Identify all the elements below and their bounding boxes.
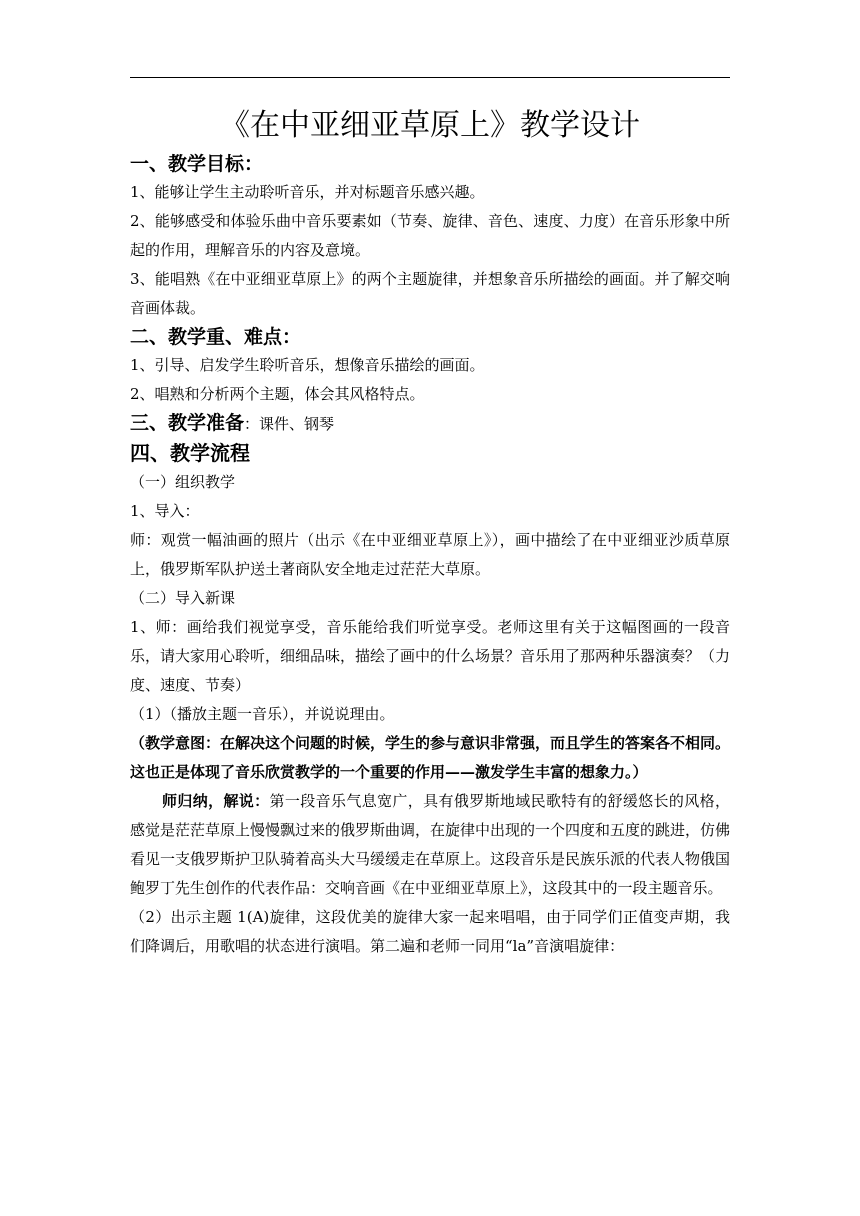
section-heading-preparation [130, 409, 730, 438]
section-heading-goals: 一、教学目标： [130, 153, 264, 175]
document-title: 《在中亚细亚草原上》教学设计 [220, 108, 640, 143]
preparation-label: 三、教学准备 [130, 412, 245, 434]
goal-item: 2、能够感受和体验乐曲中音乐要素如（节奏、旋律、音色、速度、力度）在音乐形象中所起的作用，理解音乐的内容及意境。 [130, 212, 730, 259]
section-heading-key-points: 二、教学重、难点： [130, 326, 302, 348]
key-point-item: 1、引导、启发学生聆听音乐，想像音乐描绘的画面。 [130, 356, 485, 374]
key-point-item: 2、唱熟和分析两个主题，体会其风格特点。 [130, 385, 425, 403]
header-rule [130, 77, 730, 78]
section-heading-process: 四、教学流程 [130, 441, 250, 465]
document-body [130, 104, 730, 961]
new-lesson-item: 1、师：画给我们视觉享受，音乐能给我们听觉享受。老师这里有关于这幅图画的一段音乐，请大家用心聆听，细细品味，描绘了画中的什么场景？音乐用了那两种乐器演奏？（力度、速度、节奏） [130, 618, 731, 694]
preparation-items: ：课件、钢琴 [244, 415, 335, 433]
intro-item: 1、导入： [130, 502, 200, 520]
teaching-intent: （教学意图：在解决这个问题的时候，学生的参与意识非常强，而且学生的答案各不相同。这也正是体现了音乐欣赏教学的一个重要的作用——激发学生丰富的想象力。） [130, 734, 731, 781]
summary-lead: 师归纳，解说： [162, 792, 270, 810]
goal-item: 1、能够让学生主动聆听音乐，并对标题音乐感兴趣。 [130, 183, 485, 201]
subsection-new-lesson: （二）导入新课 [130, 589, 236, 607]
goal-item: 3、能唱熟《在中亚细亚草原上》的两个主题旋律，并想象音乐所描绘的画面。并了解交响音画体裁。 [130, 270, 730, 317]
summary-text: 第一段音乐气息宽广，具有俄罗斯地域民歌特有的舒缓悠长的风格，感觉是茫茫草原上慢慢飘过来的俄罗斯曲调，在旋律中出现的一个四度和五度的跳进，仿佛看见一支俄罗斯护卫队骑着高头大马缓缓走在草原上。这段音乐是民族乐派的代表人物俄国鲍罗丁先生创作的代表作品：交响音画《在中亚细亚草原上》，这段其中的一段主题音乐。 [130, 792, 731, 897]
subsection-organize: （一）组织教学 [130, 473, 236, 491]
step-2: （2）出示主题 1(A)旋律，这段优美的旋律大家一起来唱唱，由于同学们正值变声期，我们降调后，用歌唱的状态进行演唱。第二遍和老师一同用“la”音演唱旋律： [130, 908, 730, 955]
teacher-summary [130, 787, 730, 903]
step-1: （1）（播放主题一音乐），并说说理由。 [130, 705, 395, 723]
intro-text: 师：观赏一幅油画的照片（出示《在中亚细亚草原上》），画中描绘了在中亚细亚沙质草原上，俄罗斯军队护送土著商队安全地走过茫茫大草原。 [130, 531, 730, 578]
